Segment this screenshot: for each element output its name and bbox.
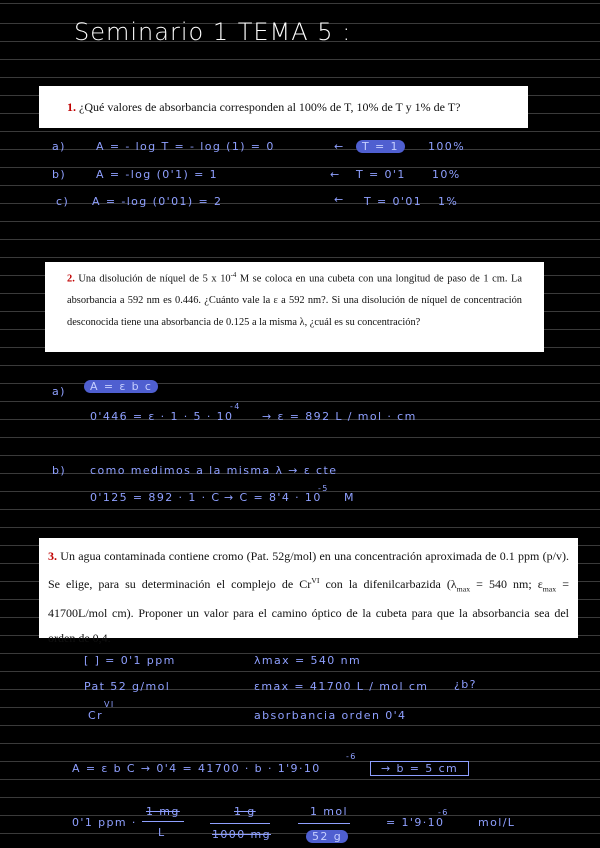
q1-answer-a-label: a) <box>52 140 66 153</box>
question-3-text-c: = 540 nm; ε <box>470 576 543 591</box>
question-3-sub2: max <box>542 583 557 593</box>
q3-conv-f3-den: 52 g <box>306 830 348 843</box>
q3-conv-f1-den: L <box>158 826 166 839</box>
q3-data-cr-sup: VI <box>104 700 115 709</box>
question-2-box <box>45 262 544 352</box>
question-2-text-a: Una disolución de níquel de 5 x 10 <box>78 273 231 285</box>
q2-a-line: 0'446 = ε · 1 · 5 · 10 <box>90 410 234 423</box>
q2-b-line1: como medimos a la misma λ → ε cte <box>90 464 338 477</box>
fraction-bar-1 <box>142 821 184 822</box>
q2-a-label: a) <box>52 385 66 398</box>
question-2-text-b: M se coloca en una cubeta con una longitud de paso de 1 cm. La absorbancia a 592 nm es 0.446. ¿Cuánto vale la ε a 592 nm?. Si una disolución de níquel de concentración desconocida tiene una absorbancia de 0.125 a la misma λ, ¿cuál es su concentración? <box>67 273 522 329</box>
q3-data-cr: Cr <box>88 709 104 722</box>
question-1-number: 1. <box>67 100 76 114</box>
q3-equation: A = ε b C → 0'4 = 41700 · b · 1'9·10 <box>72 762 321 775</box>
q3-conv-exp: -6 <box>438 808 449 817</box>
q1-answer-c-arrow: ← <box>334 193 345 206</box>
q2-a-formula: A = ε b c <box>84 380 158 393</box>
q3-data-epsilon: εmax = 41700 L / mol cm <box>254 680 429 693</box>
q1-answer-a-arrow: ← <box>334 140 345 153</box>
question-3-text-d: = 41700L/mol cm). Proponer un valor para el camino óptico de la cubeta para que la absorbancia sea del orden de 0,4. <box>48 576 569 645</box>
q2-b-label: b) <box>52 464 67 477</box>
q3-data-lambda: λmax = 540 nm <box>254 654 362 667</box>
q2-a-exp: -4 <box>230 402 241 411</box>
q3-result-box: → b = 5 cm <box>370 761 469 776</box>
q3-conv-f2-den: 1000 mg <box>212 828 271 841</box>
fraction-bar-3 <box>298 823 350 824</box>
question-3-sup: VI <box>311 575 320 585</box>
question-2-exp: -4 <box>230 272 237 279</box>
question-3-box <box>39 538 578 645</box>
q1-answer-b-label: b) <box>52 168 67 181</box>
q3-conv-unit: mol/L <box>478 816 516 829</box>
question-3-text-a: Un agua contaminada contiene cromo (Pat. 52g/mol) en una concentración aproximada de 0.1 ppm (p/v). Se elige, para su determinación el complejo de Cr <box>48 549 569 591</box>
q2-a-result: → ε = 892 L / mol · cm <box>262 410 417 423</box>
q1-answer-c-label: c) <box>56 195 70 208</box>
question-2-number: 2. <box>67 273 75 285</box>
question-3-sub1: max <box>456 583 471 593</box>
q1-answer-b-eq: A = -log (0'1) = 1 <box>96 168 218 181</box>
q3-data-conc: [ ] = 0'1 ppm <box>84 654 176 667</box>
question-3-text-b: con la difenilcarbazida (λ <box>319 576 457 591</box>
q3-conv-f2-num: 1 g <box>234 805 256 818</box>
q1-answer-c-t: T = 0'01 <box>364 195 423 208</box>
q3-equation-result <box>370 762 469 775</box>
q3-conversion-start: 0'1 ppm · <box>72 816 137 829</box>
q3-data-pat: Pat 52 g/mol <box>84 680 171 693</box>
q3-b-question: ¿b? <box>454 678 477 691</box>
q1-answer-b-pct: 10% <box>432 168 461 181</box>
q3-conv-result: = 1'9·10 <box>386 816 445 829</box>
fraction-bar-2 <box>210 823 270 824</box>
q1-answer-b-t: T = 0'1 <box>356 168 406 181</box>
q3-conv-f3-num: 1 mol <box>310 805 348 818</box>
question-1-box <box>39 86 528 128</box>
q2-b-unit: M <box>344 491 355 504</box>
q1-answer-c-eq: A = -log (0'01) = 2 <box>92 195 223 208</box>
q1-answer-c-pct: 1% <box>438 195 459 208</box>
q2-b-line2: 0'125 = 892 · 1 · C <box>90 491 221 504</box>
q3-conv-f1-num: 1 mg <box>146 805 180 818</box>
q1-answer-a-pct: 100% <box>428 140 466 153</box>
q3-equation-exp: -6 <box>346 752 357 761</box>
q2-b-result: → C = 8'4 · 10 <box>224 491 322 504</box>
q3-data-absorbance: absorbancia orden 0'4 <box>254 709 407 722</box>
q2-b-exp: -5 <box>318 484 329 493</box>
page-title: Seminario 1 TEMA 5 : <box>74 18 352 46</box>
question-3-number: 3. <box>48 549 57 563</box>
q1-answer-a-t: T = 1 <box>356 140 405 153</box>
question-1-text: ¿Qué valores de absorbancia corresponden al 100% de T, 10% de T y 1% de T? <box>79 100 461 114</box>
q1-answer-b-arrow: ← <box>330 168 341 181</box>
q1-answer-a-eq: A = - log T = - log (1) = 0 <box>96 140 275 153</box>
